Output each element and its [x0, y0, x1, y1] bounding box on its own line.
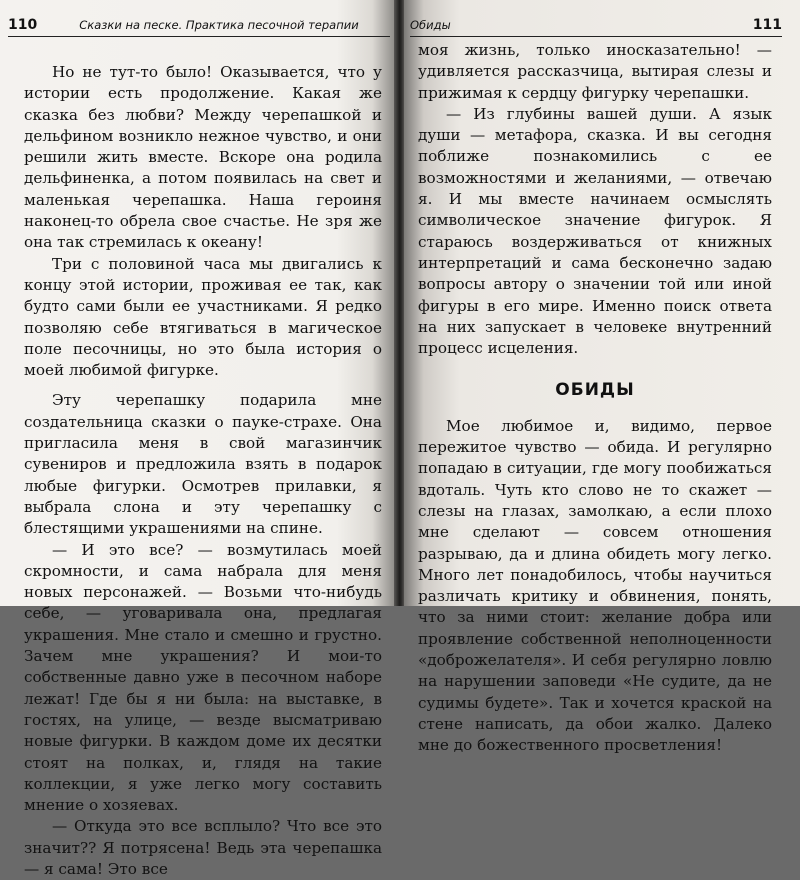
section-heading: ОБИДЫ	[555, 380, 635, 401]
paragraph: Три с половиной часа мы двигались к концу этой истории, проживая ее так, как будто сами были ее участниками. Я редко позволяю себе втягиваться в магическое поле песочницы, но это была история о моей любимой фигурке.	[24, 254, 382, 380]
paragraph: — Откуда это все всплыло? Что все это значит?? Я потрясена! Ведь эта черепашка — я сама! Это все	[24, 817, 382, 878]
right-page-number: 111	[752, 17, 782, 33]
left-page-number: 110	[8, 17, 38, 33]
paragraph: Мое любимое и, видимо, первое пережитое чувство — обида. И регулярно попадаю в ситуации, где могу пообижаться вдоталь. Чуть кто слово не то скажет — слезы на глазах, замолкаю, а если плохо мне сделают — совсем отношения разрываю, да и длина обидеть могу легко. Много лет понадобилось, чтобы научиться различать критику и обвинения, понять, что за ними стоит: желание добра или проявление собственной неполноценности «доброжелателя». И себя регулярно ловлю на нарушении заповеди «Не судите, да не судимы будете». Так и хочется краской на стене написать, да обои жалко. Далеко мне до божественного просветления!	[418, 416, 772, 755]
paragraph: — Из глубины вашей души. А язык души — метафора, сказка. И вы сегодня поближе познакомились с ее возможностями и желаниями, — отвечаю я. И мы вместе начинаем осмыслять символическое значение фигурок. Я стараюсь воздерживаться от книжных интерпретаций и сама бесконечно задаю вопросы автору о значении той или иной фигуры в его мире. Именно поиск ответа на них запускает в человеке внутренний процесс исцеления.	[418, 104, 772, 358]
left-page-body	[24, 62, 382, 880]
left-page	[0, 0, 396, 878]
right-running-title: Обиды	[410, 18, 451, 32]
right-page-body	[418, 40, 772, 757]
paragraph: Но не тут-то было! Оказывается, что у истории есть продолжение. Какая же сказка без любви? Между черепашкой и дельфином возникло нежное чувство, и они решили жить вместе. Вскоре она родила дельфиненка, а потом появилась на свет и маленькая черепашка. Наша героиня наконец-то обрела свое счастье. Не зря же она так стремилась к океану!	[24, 63, 382, 252]
left-page-header	[8, 14, 390, 37]
paragraph: — И это все? — возмутилась моей скромности, и сама набрала для меня новых персонажей. — Возьми что-нибудь себе, — уговаривала она, предлагая украшения. Мне стало и смешно и грустно. Зачем мне украшения? И мои-то собственные давно уже в песочном наборе лежат! Где бы я ни была: на выставке, в гостях, на улице, — везде высматриваю новые фигурки. В каждом доме их десятки стоят на полках, и, глядя на такие коллекции, я уже легко могу составить мнение о хозяевах.	[24, 540, 382, 815]
right-page-header	[410, 14, 782, 37]
left-running-title: Сказки на песке. Практика песочной терапии	[79, 18, 359, 32]
paragraph: Эту черепашку подарила мне создательница сказки о пауке-страхе. Она пригласила меня в свой магазинчик сувениров и предложила взять в подарок любые фигурки. Осмотрев прилавки, я выбрала слона и эту черепашку с блестящими украшениями на спине.	[24, 391, 382, 538]
paragraph: моя жизнь, только иносказательно! — удивляется рассказчица, вытирая слезы и прижимая к сердцу фигурку черепашки.	[418, 41, 772, 102]
right-page	[404, 0, 800, 755]
